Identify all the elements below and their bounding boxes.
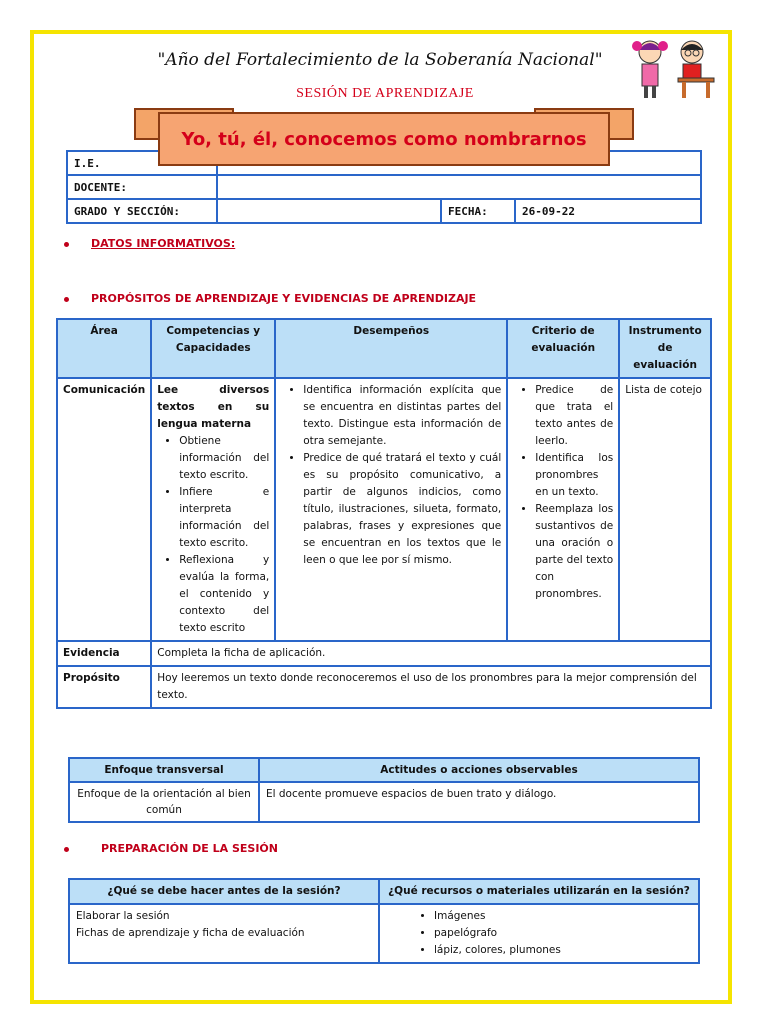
list-item: • Identifica los pronombres en un texto. — [535, 450, 613, 501]
competencias-cell — [151, 378, 275, 641]
list-item: Elaborar la sesión — [76, 910, 170, 922]
year-motto: "Año del Fortalecimiento de la Soberanía Nacional" — [157, 50, 603, 70]
col-actitudes: Actitudes o acciones observables — [259, 758, 699, 782]
col-area: Área — [57, 319, 151, 378]
capacidades-list — [157, 433, 269, 637]
docente-label: DOCENTE: — [67, 175, 217, 199]
bullet-icon — [64, 242, 69, 247]
section-preparacion-label: PREPARACIÓN DE LA SESIÓN — [101, 842, 278, 855]
ie-label: I.E. — [67, 151, 217, 175]
section-propositos-label: PROPÓSITOS DE APRENDIZAJE Y EVIDENCIAS DE APRENDIZAJE — [91, 292, 477, 305]
enfoque-table — [68, 757, 700, 823]
list-item: • Reemplaza los sustantivos de una oración o parte del texto con pronombres. — [535, 501, 613, 603]
recursos-list — [386, 908, 692, 959]
list-item: • Imágenes — [434, 908, 692, 925]
criterios-list — [513, 382, 613, 603]
evidencia-value: Completa la ficha de aplicación. — [151, 641, 711, 666]
col-recursos: ¿Qué recursos o materiales utilizarán en la sesión? — [379, 879, 699, 904]
students-illustration — [628, 36, 720, 102]
actitud-value: El docente promueve espacios de buen trato y diálogo. — [259, 782, 699, 822]
section-preparacion — [64, 842, 278, 855]
list-item: • Identifica información explícita que se encuentra en distintas partes del texto. Distingue esta información de otra semejante. — [303, 382, 501, 450]
antes-cell — [69, 904, 379, 963]
recursos-cell — [379, 904, 699, 963]
instrumento-value: Lista de cotejo — [619, 378, 711, 641]
grado-label: GRADO Y SECCIÓN: — [67, 199, 217, 223]
docente-value — [217, 175, 701, 199]
col-antes: ¿Qué se debe hacer antes de la sesión? — [69, 879, 379, 904]
bullet-icon — [64, 847, 69, 852]
area-value: Comunicación — [57, 378, 151, 641]
section-datos — [64, 237, 235, 250]
list-item: Fichas de aprendizaje y ficha de evaluación — [76, 927, 305, 939]
section-propositos — [64, 292, 476, 305]
col-criterio: Criterio de evaluación — [507, 319, 619, 378]
desempenos-cell — [275, 378, 507, 641]
criterios-cell — [507, 378, 619, 641]
col-competencias: Competencias y Capacidades — [151, 319, 275, 378]
col-desempenos: Desempeños — [275, 319, 507, 378]
enfoque-value: Enfoque de la orientación al bien común — [69, 782, 259, 822]
title-ribbon — [158, 112, 610, 166]
col-enfoque: Enfoque transversal — [69, 758, 259, 782]
competencia-title: Lee diversos textos en su lengua materna — [157, 384, 270, 430]
preparation-table — [68, 878, 700, 964]
list-item: • Predice de que trata el texto antes de leerlo. — [535, 382, 613, 450]
bullet-icon — [64, 297, 69, 302]
session-label: SESIÓN DE APRENDIZAJE — [296, 86, 474, 101]
list-item: • papelógrafo — [434, 925, 692, 942]
list-item: • Infiere e interpreta información del texto escrito. — [179, 484, 269, 552]
grado-value — [217, 199, 441, 223]
session-title: Yo, tú, él, conocemos como nombrarnos — [181, 128, 587, 150]
desempenos-list — [281, 382, 501, 569]
list-item: • Obtiene información del texto escrito. — [179, 433, 269, 484]
proposito-value: Hoy leeremos un texto donde reconoceremos el uso de los pronombres para la mejor comprensión del texto. — [151, 666, 711, 708]
list-item: • Reflexiona y evalúa la forma, el contenido y contexto del texto escrito — [179, 552, 269, 637]
fecha-value: 26-09-22 — [515, 199, 701, 223]
col-instrumento: Instrumento de evaluación — [619, 319, 711, 378]
fecha-label: FECHA: — [441, 199, 515, 223]
list-item: • Predice de qué tratará el texto y cuál es su propósito comunicativo, a partir de algunos indicios, como título, ilustraciones, silueta, formato, palabras, frases y expresiones que se encuentran en los textos que le leen o que lee por sí mismo. — [303, 450, 501, 569]
purposes-table — [56, 318, 712, 709]
proposito-label: Propósito — [57, 666, 151, 708]
evidencia-label: Evidencia — [57, 641, 151, 666]
list-item: • lápiz, colores, plumones — [434, 942, 692, 959]
section-datos-label: DATOS INFORMATIVOS: — [91, 237, 236, 250]
